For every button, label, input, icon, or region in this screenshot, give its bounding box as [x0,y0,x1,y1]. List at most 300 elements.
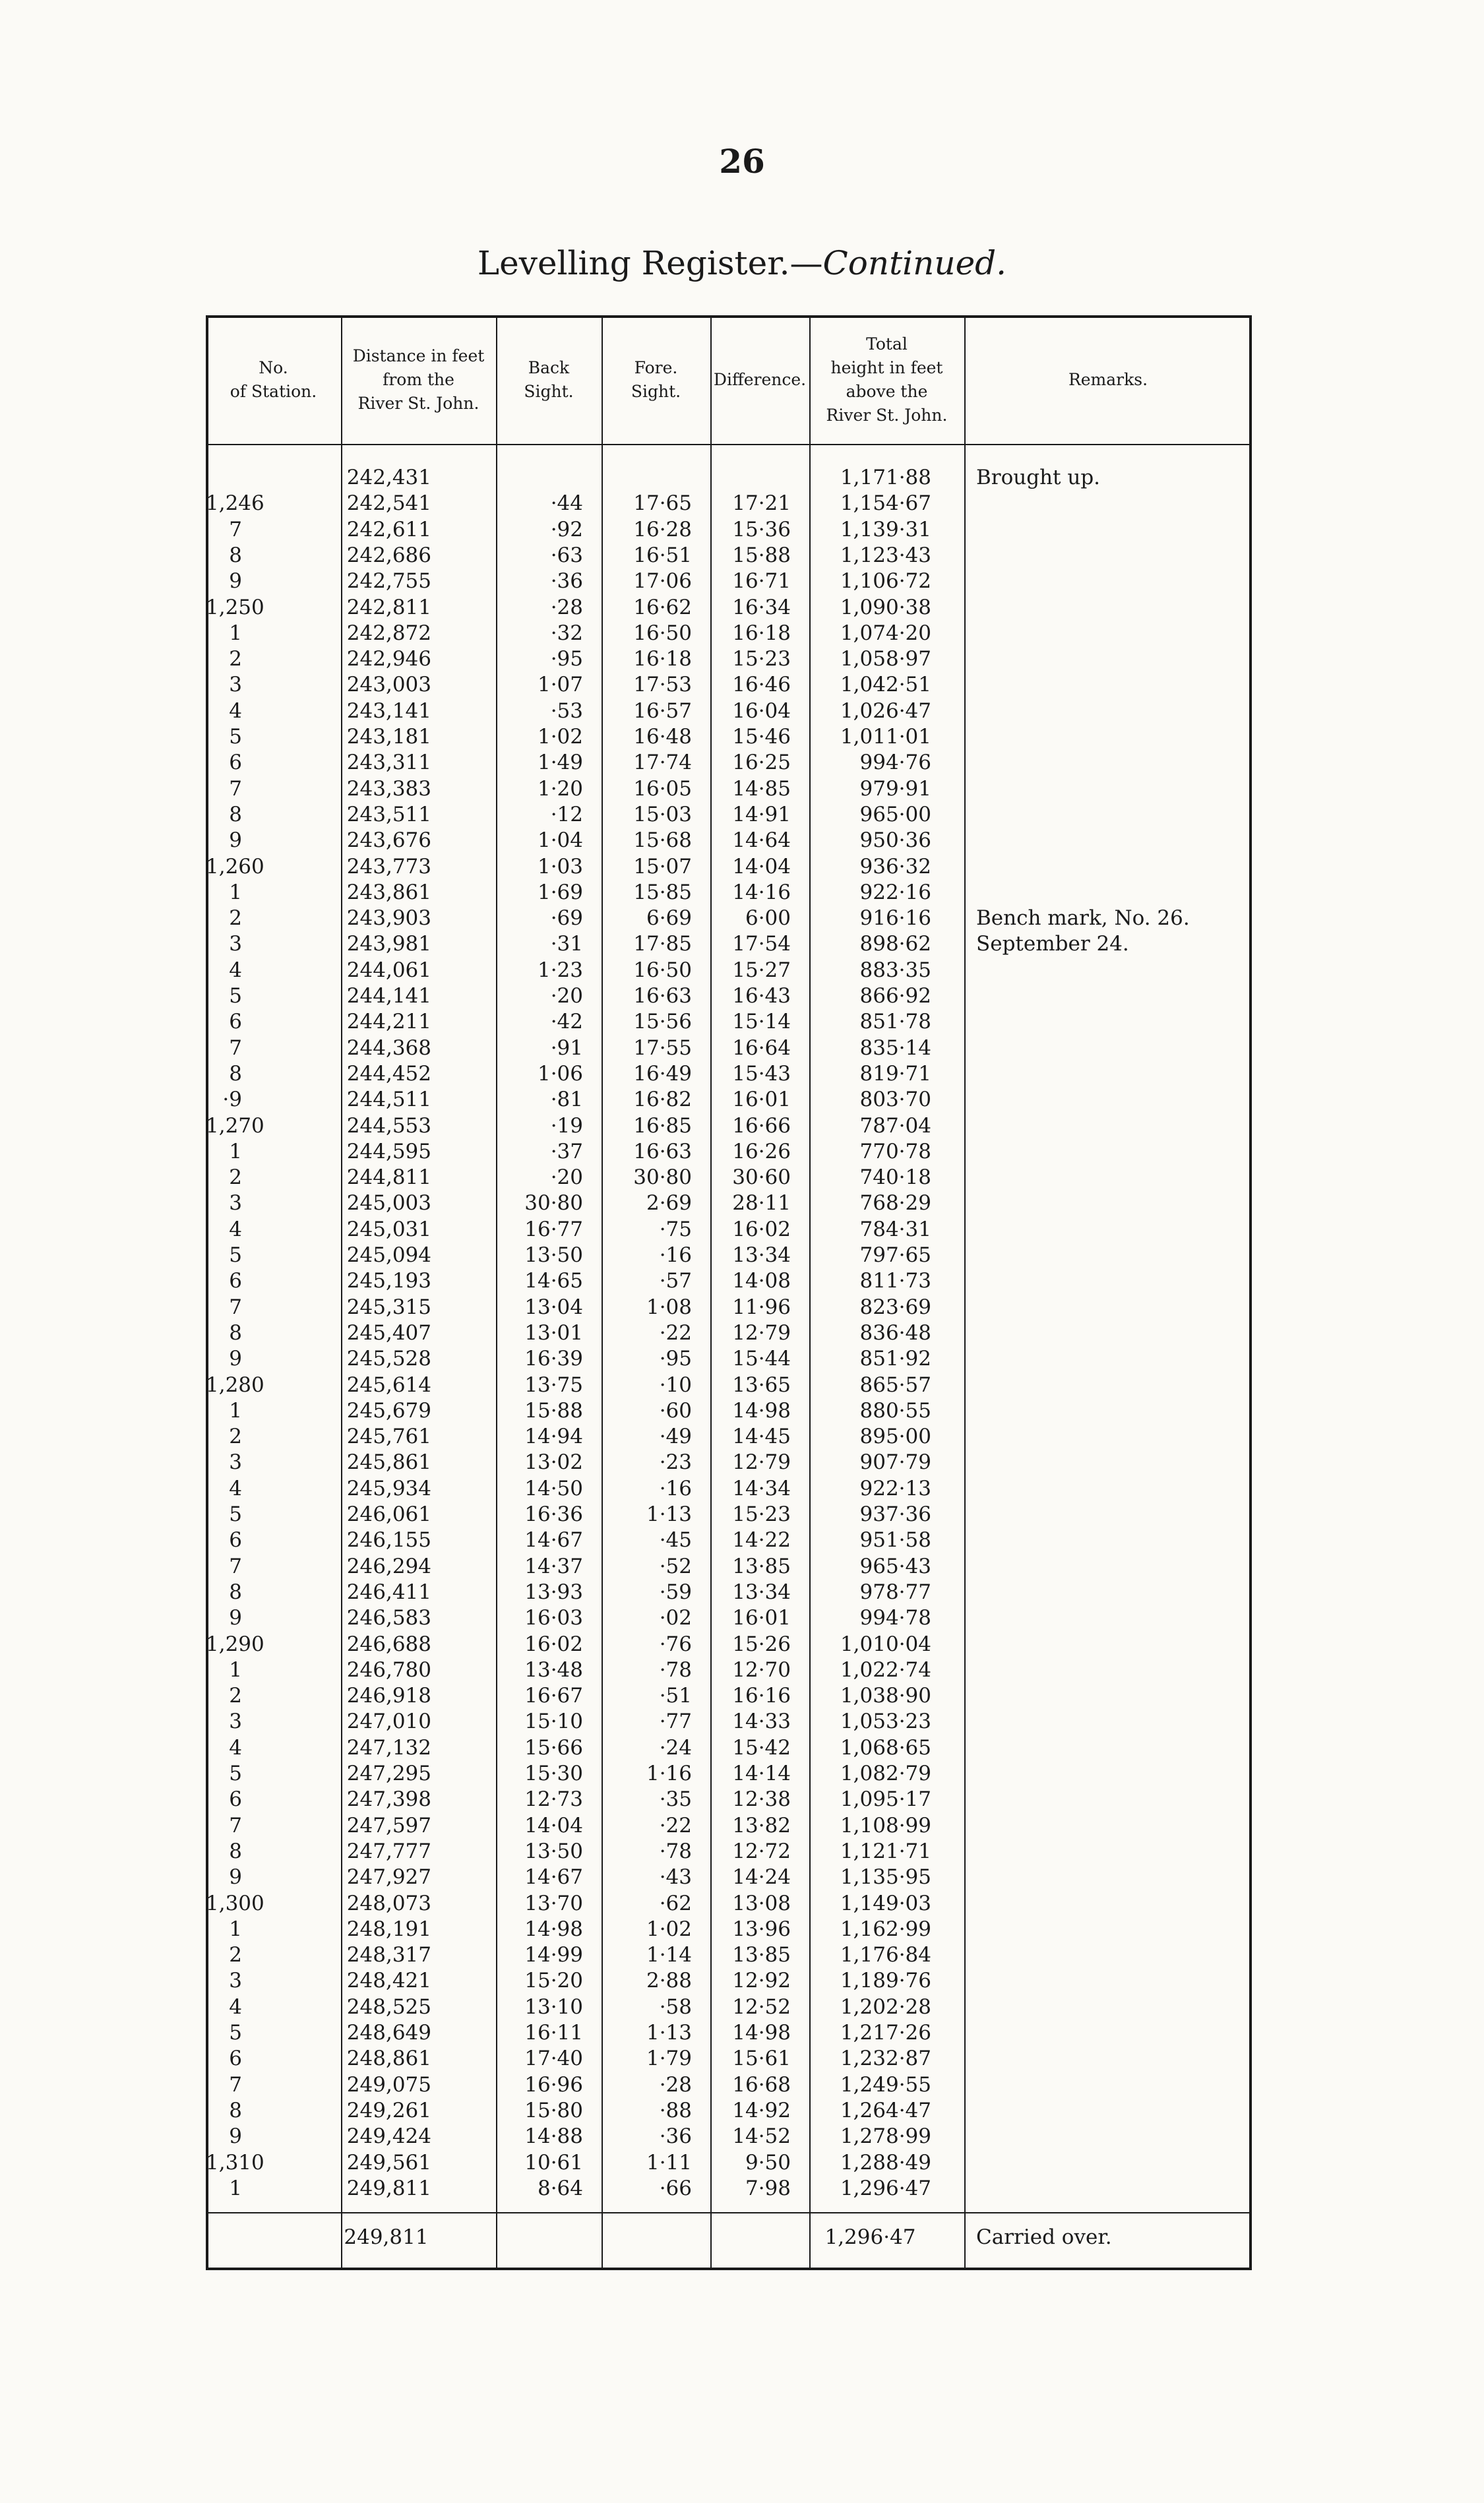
cell-total-height: 994·76 [859,751,931,775]
cell-total-height: 898·62 [859,932,931,956]
cell-total-height: 851·92 [859,1347,931,1371]
cell-distance: 246,583 [346,1606,431,1630]
cell-fore-sight: 15·07 [633,854,692,879]
cell-total-height: 1,011·01 [840,725,931,749]
cell-fore-sight: 15·03 [633,802,692,826]
cell-difference: 15·44 [732,1347,791,1371]
cell-back-sight: ·20 [550,1165,583,1190]
cell-back-sight: ·31 [550,932,583,956]
cell-difference: 16·43 [732,984,791,1008]
cell-difference: 14·98 [732,2021,791,2045]
cell-fore-sight: ·24 [659,1735,692,1760]
cell-difference: 12·79 [732,1450,791,1475]
cell-total-height: 1,022·74 [840,1657,931,1682]
cell-total-height: 770·78 [859,1139,931,1163]
cell-station: 1,290 [206,1632,264,1656]
cell-station: 1 [229,880,242,904]
cell-difference: 14·22 [732,1528,791,1553]
cell-station: 1,310 [206,2150,264,2175]
cell-station: 1,260 [206,854,264,879]
cell-fore-sight: ·16 [659,1243,692,1267]
carried-over-remark: Carried over. [976,2225,1112,2249]
cell-fore-sight: 16·28 [633,517,692,541]
cell-back-sight: 14·04 [524,1813,583,1838]
cell-station: 7 [229,1813,242,1838]
cell-back-sight: ·63 [550,543,583,567]
cell-fore-sight: 6·69 [646,906,692,931]
cell-station: 2 [229,1943,242,1967]
cell-total-height: 1,058·97 [840,647,931,671]
cell-total-height: 1,123·43 [840,543,931,567]
cell-back-sight: 14·37 [524,1554,583,1578]
cell-difference: 13·34 [732,1580,791,1604]
cell-distance: 248,525 [346,1994,431,2019]
cell-fore-sight: 15·85 [633,880,692,904]
cell-total-height: 950·36 [859,828,931,853]
cell-distance: 248,317 [346,1943,431,1967]
cell-station: 2 [229,906,242,931]
cell-distance: 243,903 [346,906,431,931]
cell-station: 6 [229,2047,242,2071]
cell-fore-sight: 1·13 [646,1502,692,1526]
cell-difference: 15·43 [732,1061,791,1086]
cell-difference: 13·34 [732,1243,791,1267]
cell-difference: 14·64 [732,828,791,853]
cell-back-sight: 15·20 [524,1969,583,1993]
cell-difference: 14·85 [732,776,791,801]
cell-distance: 244,452 [346,1061,431,1086]
cell-fore-sight: 16·50 [633,621,692,645]
cell-total-height: 922·13 [859,1476,931,1500]
cell-back-sight: 1·20 [537,776,583,801]
cell-back-sight: 13·50 [524,1243,583,1267]
cell-difference: 28·11 [732,1191,791,1216]
cell-back-sight: 13·93 [524,1580,583,1604]
cell-fore-sight: ·95 [659,1347,692,1371]
cell-total-height: 1,074·20 [840,621,931,645]
cell-fore-sight: 17·06 [633,569,692,594]
cell-back-sight: ·91 [550,1035,583,1060]
cell-total-height: 1,154·67 [840,491,931,516]
page-number: 26 [719,142,765,181]
cell-back-sight: 15·30 [524,1762,583,1785]
cell-fore-sight: ·16 [659,1476,692,1500]
cell-fore-sight: 1·08 [646,1295,692,1319]
cell-distance: 243,003 [346,673,431,697]
cell-distance: 246,155 [346,1528,431,1553]
cell-back-sight: ·12 [550,802,583,826]
cell-fore-sight: ·51 [659,1684,692,1708]
cell-total-height: 883·35 [859,958,931,982]
cell-back-sight: 13·01 [524,1320,583,1345]
cell-back-sight: 1·04 [537,828,583,853]
cell-station: 2 [229,1684,242,1708]
cell-difference: 16·16 [732,1684,791,1708]
cell-back-sight: 1·06 [537,1061,583,1086]
cell-distance: 245,679 [346,1398,431,1423]
cell-difference: 14·16 [732,880,791,904]
page-title [0,244,1484,282]
cell-total-height: 1,149·03 [840,1891,931,1915]
cell-fore-sight: ·59 [659,1580,692,1604]
cell-back-sight: 16·11 [524,2021,583,2045]
cell-difference: 15·36 [732,517,791,541]
cell-fore-sight: ·10 [659,1373,692,1397]
cell-back-sight: 30·80 [524,1191,583,1216]
cell-difference: 12·38 [732,1787,791,1812]
cell-total-height: 951·58 [859,1528,931,1553]
cell-total-height: 1,202·28 [840,1994,931,2019]
cell-total-height: 979·91 [859,776,931,801]
cell-total-height: 965·00 [859,802,931,826]
cell-total-height: 836·48 [859,1320,931,1345]
cell-total-height: 1,121·71 [840,1839,931,1863]
cell-back-sight: 13·75 [524,1373,583,1397]
cell-total-height: 937·36 [859,1502,931,1526]
cell-station: 1,280 [206,1373,264,1397]
cell-station: 7 [229,517,242,541]
cell-back-sight: ·81 [550,1088,583,1112]
cell-distance: 244,061 [346,958,431,982]
cell-station: 1,246 [206,491,264,516]
cell-difference: 14·52 [732,2124,791,2149]
cell-station: 8 [229,1580,242,1604]
cell-back-sight: 16·03 [524,1606,583,1630]
cell-fore-sight: ·75 [659,1217,692,1241]
cell-fore-sight: 1·16 [646,1762,692,1785]
cell-station: 3 [229,1191,242,1216]
cell-difference: 15·23 [732,1502,791,1526]
cell-back-sight: ·69 [550,906,583,931]
cell-difference: 14·45 [732,1425,791,1449]
cell-difference: 14·14 [732,1762,791,1785]
cell-distance: 249,811 [346,2176,431,2200]
cell-difference: 7·98 [745,2176,791,2200]
cell-difference: 16·66 [732,1113,791,1138]
cell-fore-sight: ·57 [659,1269,692,1293]
cell-fore-sight: ·60 [659,1398,692,1423]
cell-difference: 14·08 [732,1269,791,1293]
cell-station: 6 [229,1010,242,1034]
cell-station: 1,250 [206,595,264,619]
cell-station: 7 [229,1035,242,1060]
cell-fore-sight: ·22 [659,1813,692,1838]
cell-total-height: 1,053·23 [840,1710,931,1734]
cell-distance: 247,398 [346,1787,431,1812]
column-header-back-sight: Back Sight. [524,357,574,401]
cell-distance: 243,311 [346,751,431,775]
cell-back-sight: ·92 [550,517,583,541]
cell-total-height: 907·79 [859,1450,931,1475]
cell-difference: 16·04 [732,698,791,723]
cell-total-height: 1,189·76 [840,1969,931,1993]
cell-station: 8 [229,1320,242,1345]
cell-fore-sight: ·78 [659,1657,692,1682]
page-title-main: Levelling Register.— [477,244,823,282]
cell-difference: 12·79 [732,1320,791,1345]
cell-total-height: 865·57 [859,1373,931,1397]
cell-difference: 17·21 [732,491,791,516]
cell-back-sight: 13·70 [524,1891,583,1915]
cell-difference: 11·96 [732,1295,791,1319]
cell-station: 4 [229,698,242,723]
cell-station: 8 [229,1061,242,1086]
cell-total-height: 1,296·47 [840,2176,931,2200]
cell-fore-sight: ·43 [659,1865,692,1890]
cell-difference: 14·91 [732,802,791,826]
cell-distance: 243,981 [346,932,431,956]
cell-difference: 15·23 [732,647,791,671]
cell-station: ·9 [222,1088,242,1112]
cell-fore-sight: ·76 [659,1632,692,1656]
cell-back-sight: 1·07 [537,673,583,697]
cell-total-height: 1,264·47 [840,2098,931,2122]
cell-back-sight: 16·77 [524,1217,583,1241]
cell-station: 4 [229,1735,242,1760]
cell-fore-sight: 17·65 [633,491,692,516]
cell-difference: 15·46 [732,725,791,749]
cell-back-sight: ·95 [550,647,583,671]
cell-total-height: 823·69 [859,1295,931,1319]
cell-total-height: 916·16 [859,906,931,931]
cell-difference: 13·08 [732,1891,791,1915]
cell-station: 1 [229,621,242,645]
cell-total-height: 851·78 [859,1010,931,1034]
cell-station: 5 [229,1762,242,1785]
cell-distance: 245,528 [346,1347,431,1371]
cell-fore-sight: 17·74 [633,751,692,775]
cell-distance: 243,181 [346,725,431,749]
cell-distance: 246,294 [346,1554,431,1578]
cell-difference: 16·26 [732,1139,791,1163]
cell-difference: 6·00 [745,906,791,931]
cell-back-sight: 14·50 [524,1476,583,1500]
cell-total-height: 811·73 [859,1269,931,1293]
cell-fore-sight: 16·48 [633,725,692,749]
total-rule [206,2212,1252,2213]
cell-station: 4 [229,1994,242,2019]
cell-difference: 13·96 [732,1917,791,1941]
cell-back-sight: 14·67 [524,1528,583,1553]
cell-distance: 245,407 [346,1320,431,1345]
cell-station: 9 [229,569,242,594]
cell-station: 5 [229,1243,242,1267]
cell-back-sight: ·28 [550,595,583,619]
cell-fore-sight: 16·49 [633,1061,692,1086]
cell-total-height: 880·55 [859,1398,931,1423]
brought-up-remark: Brought up. [976,466,1101,489]
brought-up-total: 1,171·88 [840,466,931,489]
cell-fore-sight: ·22 [659,1320,692,1345]
levelling-register-table [206,315,1252,2270]
cell-station: 1 [229,2176,242,2200]
cell-difference: 16·25 [732,751,791,775]
cell-station: 2 [229,1165,242,1190]
cell-total-height: 1,068·65 [840,1735,931,1760]
cell-back-sight: 13·10 [524,1994,583,2019]
cell-difference: 14·04 [732,854,791,879]
cell-total-height: 1,095·17 [840,1787,931,1812]
cell-difference: 15·27 [732,958,791,982]
cell-distance: 243,861 [346,880,431,904]
cell-distance: 248,191 [346,1917,431,1941]
cell-difference: 15·14 [732,1010,791,1034]
cell-station: 7 [229,2072,242,2097]
cell-back-sight: ·20 [550,984,583,1008]
cell-back-sight: ·32 [550,621,583,645]
cell-back-sight: 13·50 [524,1839,583,1863]
cell-distance: 245,761 [346,1425,431,1449]
cell-station: 1 [229,1139,242,1163]
cell-fore-sight: ·28 [659,2072,692,2097]
cell-station: 4 [229,958,242,982]
cell-fore-sight: ·23 [659,1450,692,1475]
cell-back-sight: 13·48 [524,1657,583,1682]
cell-back-sight: 16·96 [524,2072,583,2097]
cell-distance: 244,511 [346,1088,431,1112]
cell-difference: 13·85 [732,1554,791,1578]
cell-difference: 16·68 [732,2072,791,2097]
cell-fore-sight: 30·80 [633,1165,692,1190]
cell-difference: 16·18 [732,621,791,645]
cell-total-height: 1,162·99 [840,1917,931,1941]
cell-fore-sight: ·77 [659,1710,692,1734]
cell-back-sight: 1·69 [537,880,583,904]
cell-total-height: 922·16 [859,880,931,904]
cell-distance: 244,368 [346,1035,431,1060]
cell-fore-sight: ·52 [659,1554,692,1578]
cell-back-sight: ·37 [550,1139,583,1163]
cell-fore-sight: 1·79 [646,2047,692,2071]
cell-station: 9 [229,1347,242,1371]
cell-distance: 245,614 [346,1373,431,1397]
cell-fore-sight: 16·82 [633,1088,692,1112]
cell-distance: 249,261 [346,2098,431,2122]
cell-distance: 247,295 [346,1762,431,1785]
cell-distance: 242,611 [346,517,431,541]
cell-total-height: 740·18 [859,1165,931,1190]
brought-up-distance: 242,431 [346,466,431,489]
cell-total-height: 1,042·51 [840,673,931,697]
carried-over-total: 1,296·47 [824,2225,916,2249]
cell-difference: 16·01 [732,1088,791,1112]
cell-back-sight: 17·40 [524,2047,583,2071]
cell-fore-sight: ·02 [659,1606,692,1630]
cell-fore-sight: 17·85 [633,932,692,956]
cell-station: 1 [229,1398,242,1423]
cell-station: 8 [229,1839,242,1863]
cell-difference: 12·52 [732,1994,791,2019]
cell-distance: 244,811 [346,1165,431,1190]
cell-distance: 246,780 [346,1657,431,1682]
cell-station: 6 [229,1528,242,1553]
cell-station: 4 [229,1217,242,1241]
cell-total-height: 797·65 [859,1243,931,1267]
cell-station: 4 [229,1476,242,1500]
cell-difference: 14·24 [732,1865,791,1890]
cell-fore-sight: ·45 [659,1528,692,1553]
cell-total-height: 787·04 [859,1113,931,1138]
cell-total-height: 1,249·55 [840,2072,931,2097]
cell-total-height: 803·70 [859,1088,931,1112]
cell-total-height: 994·78 [859,1606,931,1630]
cell-back-sight: 13·04 [524,1295,583,1319]
cell-distance: 242,811 [346,595,431,619]
header-rule [206,444,1252,445]
cell-distance: 247,132 [346,1735,431,1760]
cell-distance: 246,061 [346,1502,431,1526]
cell-distance: 243,511 [346,802,431,826]
cell-total-height: 835·14 [859,1035,931,1060]
cell-distance: 244,553 [346,1113,431,1138]
cell-fore-sight: 16·50 [633,958,692,982]
cell-distance: 245,193 [346,1269,431,1293]
cell-total-height: 978·77 [859,1580,931,1604]
cell-back-sight: 14·99 [524,1943,583,1967]
cell-fore-sight: ·58 [659,1994,692,2019]
cell-station: 9 [229,1606,242,1630]
cell-total-height: 866·92 [859,984,931,1008]
cell-difference: 17·54 [732,932,791,956]
cell-difference: 16·02 [732,1217,791,1241]
cell-distance: 248,073 [346,1891,431,1915]
cell-station: 3 [229,1969,242,1993]
cell-distance: 248,861 [346,2047,431,2071]
cell-fore-sight: 15·68 [633,828,692,853]
cell-back-sight: 15·66 [524,1735,583,1760]
cell-total-height: 965·43 [859,1554,931,1578]
cell-distance: 246,688 [346,1632,431,1656]
cell-total-height: 784·31 [859,1217,931,1241]
cell-fore-sight: ·66 [659,2176,692,2200]
cell-station: 7 [229,1554,242,1578]
cell-distance: 245,861 [346,1450,431,1475]
cell-back-sight: 1·03 [537,854,583,879]
cell-difference: 16·71 [732,569,791,594]
cell-total-height: 1,108·99 [840,1813,931,1838]
column-header-station: No. of Station. [230,357,317,401]
cell-back-sight: 12·73 [524,1787,583,1812]
cell-fore-sight: ·88 [659,2098,692,2122]
cell-difference: 12·70 [732,1657,791,1682]
cell-total-height: 1,217·26 [840,2021,931,2045]
cell-fore-sight: 2·69 [646,1191,692,1216]
cell-fore-sight: 16·85 [633,1113,692,1138]
cell-difference: 9·50 [745,2150,791,2175]
cell-station: 2 [229,647,242,671]
cell-difference: 16·01 [732,1606,791,1630]
cell-distance: 247,010 [346,1710,431,1734]
cell-fore-sight: ·49 [659,1425,692,1449]
column-header-remarks: Remarks. [1068,369,1148,389]
cell-back-sight: 13·02 [524,1450,583,1475]
column-header-difference: Difference. [713,369,807,389]
cell-distance: 245,315 [346,1295,431,1319]
cell-back-sight: ·53 [550,698,583,723]
cell-back-sight: ·36 [550,569,583,594]
cell-total-height: 1,082·79 [840,1762,931,1785]
cell-back-sight: 16·39 [524,1347,583,1371]
cell-total-height: 1,278·99 [840,2124,931,2149]
cell-back-sight: 16·02 [524,1632,583,1656]
cell-total-height: 1,176·84 [840,1943,931,1967]
cell-back-sight: ·42 [550,1010,583,1034]
cell-distance: 243,676 [346,828,431,853]
cell-distance: 249,424 [346,2124,431,2149]
cell-total-height: 768·29 [859,1191,931,1216]
column-divider [964,315,966,2270]
cell-back-sight: 14·98 [524,1917,583,1941]
